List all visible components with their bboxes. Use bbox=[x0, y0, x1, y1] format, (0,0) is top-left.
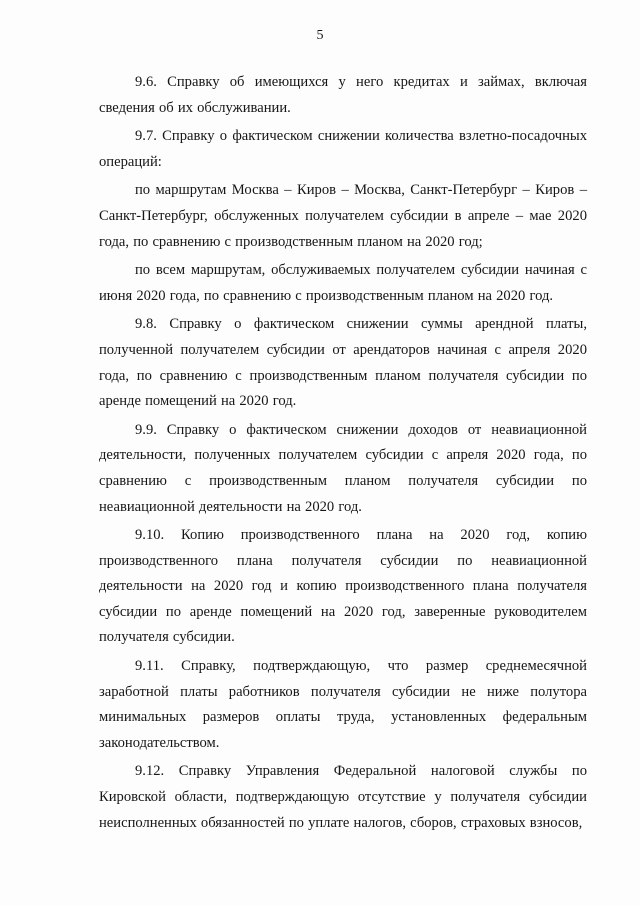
paragraph-9-9: 9.9. Справку о фактическом снижении доходов от неавиационной деятельности, полученных получателем субсидии с апреля 2020 года, по сравнению с производственным планом получателя субсидии по неавиационной деятельности на 2020 год. bbox=[99, 421, 587, 515]
paragraph-9-10: 9.10. Копию производственного плана на 2020 год, копию производственного плана получателя субсидии по неавиационной деятельности на 2020 год и копию производственного плана получателя субсидии по аренде помещений на 2020 год, заверенные руководителем получателя субсидии. bbox=[99, 527, 587, 646]
paragraph-9-7: 9.7. Справку о фактическом снижении количества взлетно-посадочных операций: bbox=[99, 128, 587, 170]
page-number: 5 bbox=[316, 28, 324, 43]
paragraph-9-7-moscow-spb-routes: по маршрутам Москва – Киров – Москва, Санкт-Петербург – Киров – Санкт-Петербург, обслуженных получателем субсидии в апреле – мае 2020 года, по сравнению с производственным планом на 2020 год; bbox=[99, 182, 587, 250]
paragraph-9-11: 9.11. Справку, подтверждающую, что размер среднемесячной заработной платы работников получателя субсидии не ниже полутора минимальных размеров оплаты труда, установленных федеральным законодательством. bbox=[99, 658, 587, 751]
document-body bbox=[99, 70, 587, 839]
paragraph-9-8: 9.8. Справку о фактическом снижении суммы арендной платы, полученной получателем субсидии от арендаторов начиная с апреля 2020 года, по сравнению с производственным планом получателя субсидии по аренде помещений на 2020 год. bbox=[99, 316, 587, 410]
paragraph-9-12: 9.12. Справку Управления Федеральной налоговой службы по Кировской области, подтверждающую отсутствие у получателя субсидии неисполненных обязанностей по уплате налогов, сборов, страховых взносов, bbox=[99, 763, 587, 831]
paragraph-9-6: 9.6. Справку об имеющихся у него кредитах и займах, включая сведения об их обслуживании. bbox=[99, 74, 587, 116]
paragraph-9-7-all-routes: по всем маршрутам, обслуживаемых получателем субсидии начиная с июня 2020 года, по сравнению с производственным планом на 2020 год. bbox=[99, 262, 587, 304]
